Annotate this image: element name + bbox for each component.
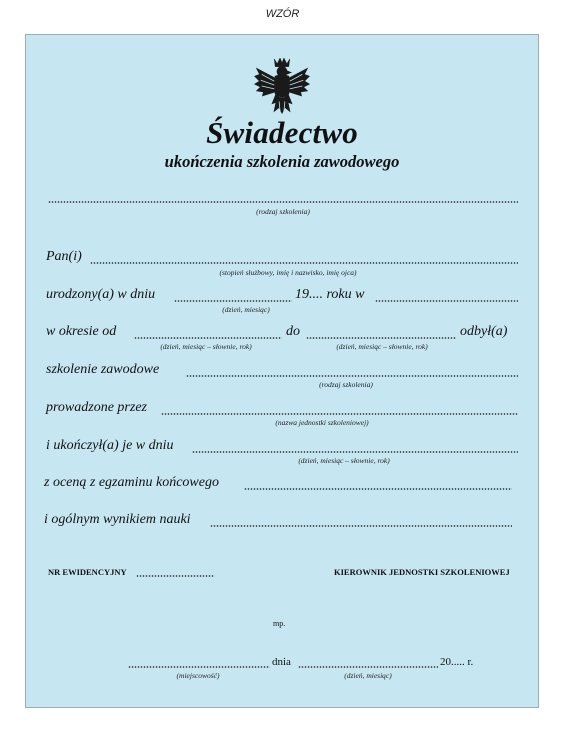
born-place-line — [375, 300, 518, 302]
registry-number-line — [136, 575, 214, 577]
period-label: w okresie od — [46, 324, 117, 339]
header-label: WZÓR — [265, 8, 300, 20]
pan-label: Pan(i) — [46, 249, 82, 264]
conducted-hint: (nazwa jednostki szkoleniowej) — [275, 418, 369, 427]
date-line — [298, 666, 438, 668]
finished-line — [192, 451, 518, 453]
born-date-line — [174, 300, 292, 302]
training-hint: (rodzaj szkolenia) — [319, 380, 373, 389]
certificate-title: Świadectwo — [206, 115, 358, 150]
result-label: i ogólnym wynikiem nauki — [44, 512, 191, 527]
certificate-form — [25, 34, 539, 708]
training-label: szkolenie zawodowe — [46, 362, 160, 377]
head-of-unit-label: KIEROWNIK JEDNOSTKI SZKOLENIOWEJ — [334, 567, 510, 577]
born-hint: (dzień, miesiąc) — [222, 305, 270, 314]
born-year-label: 19.... roku w — [295, 287, 365, 302]
training-type-line — [48, 201, 518, 203]
registry-number-label: NR EWIDENCYJNY — [48, 567, 127, 577]
certificate-subtitle: ukończenia szkolenia zawodowego — [164, 152, 400, 171]
date-hint: (dzień, miesiąc) — [344, 671, 392, 680]
grade-line — [244, 488, 512, 490]
conducted-line — [161, 413, 518, 415]
training-line — [186, 375, 518, 377]
finished-label: i ukończył(a) je w dniu — [46, 438, 174, 453]
training-type-hint: (rodzaj szkolenia) — [256, 207, 310, 216]
eagle-emblem-icon — [253, 55, 311, 117]
pan-hint: (stopień służbowy, imię i nazwisko, imię ojca) — [219, 268, 357, 277]
conducted-label: prowadzone przez — [46, 400, 147, 415]
place-hint: (miejscowość) — [176, 671, 220, 680]
period-to-line — [306, 337, 456, 339]
period-hint-to: (dzień, miesiąc – słownie, rok) — [336, 342, 428, 351]
seal-label: mp. — [273, 619, 286, 628]
grade-label: z oceną z egzaminu końcowego — [44, 475, 219, 490]
born-label: urodzony(a) w dniu — [46, 287, 156, 302]
period-from-line — [134, 337, 282, 339]
place-line — [128, 666, 270, 668]
result-line — [210, 525, 512, 527]
pan-line — [90, 262, 518, 264]
finished-hint: (dzień, miesiąc – słownie, rok) — [298, 456, 390, 465]
date-year-label: 20..... r. — [440, 656, 474, 668]
period-hint-from: (dzień, miesiąc – słownie, rok) — [160, 342, 252, 351]
period-completed-label: odbył(a) — [460, 324, 508, 339]
date-day-label: dnia — [272, 656, 291, 668]
period-to-label: do — [286, 324, 300, 339]
